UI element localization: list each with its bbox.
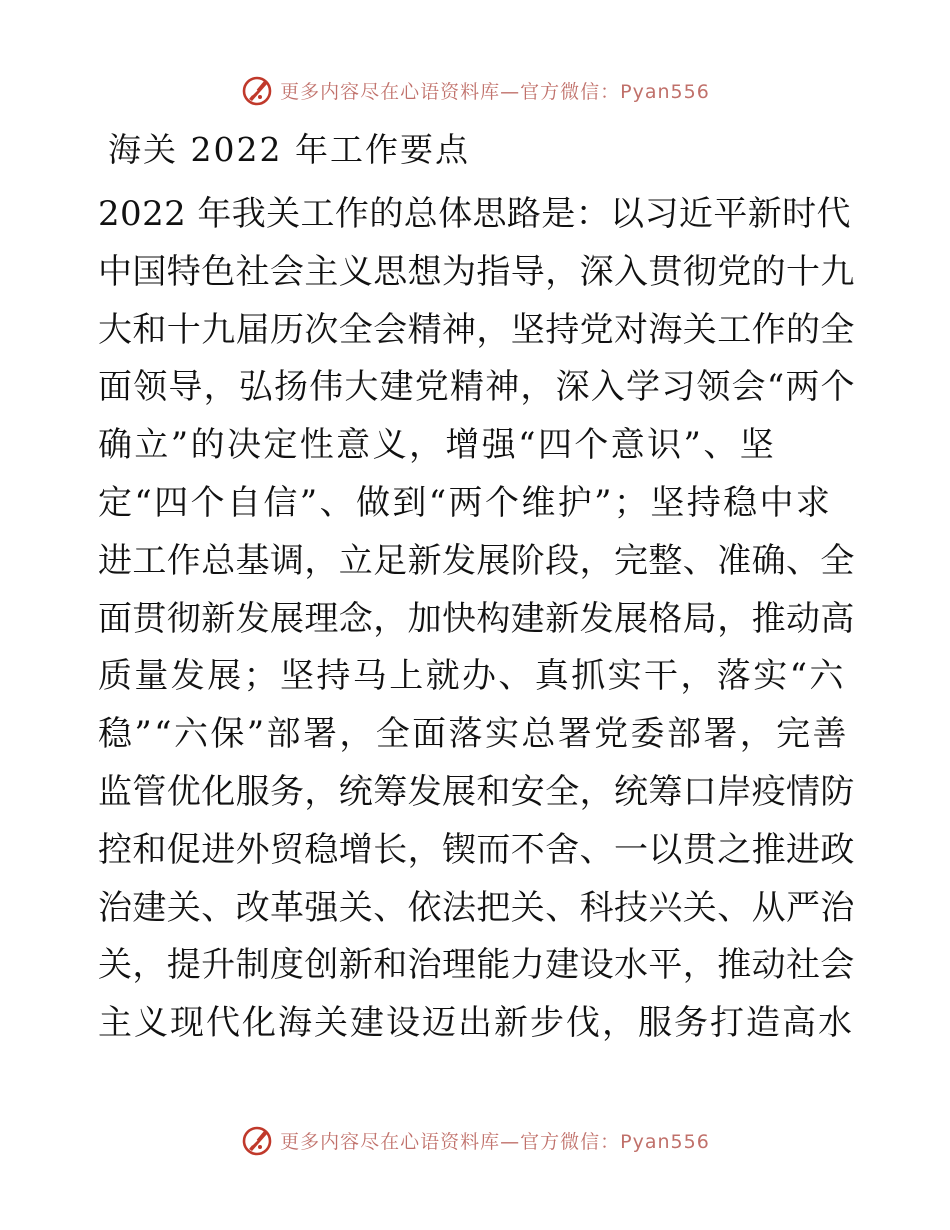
watermark-text: 更多内容尽在心语资料库—官方微信：Pyan556 bbox=[280, 80, 710, 103]
body-line: 控和促进外贸稳增长，锲而不舍、一以贯之推进政 bbox=[98, 829, 855, 870]
quill-seal-icon bbox=[240, 73, 274, 107]
body-line: 中国特色社会主义思想为指导，深入贯彻党的十九 bbox=[98, 251, 855, 292]
body-line: 稳”“六保”部署，全面落实总署党委部署，完善 bbox=[98, 714, 849, 755]
body-line: 2022 年我关工作的总体思路是：以习近平新时代 bbox=[98, 194, 851, 234]
body-line: 治建关、改革强关、依法把关、科技兴关、从严治 bbox=[98, 887, 855, 928]
body-line: 面领导，弘扬伟大建党精神，深入学习领会“两个 bbox=[98, 367, 856, 408]
body-line: 关，提升制度创新和治理能力建设水平，推动社会 bbox=[98, 945, 855, 986]
body-line: 大和十九届历次全会精神，坚持党对海关工作的全 bbox=[98, 309, 855, 350]
body-line: 监管优化服务，统筹发展和安全，统筹口岸疫情防 bbox=[98, 771, 855, 812]
body-line: 主义现代化海关建设迈出新步伐，服务打造高水 bbox=[98, 1003, 854, 1044]
quill-seal-icon bbox=[240, 1123, 274, 1157]
watermark-text: 更多内容尽在心语资料库—官方微信：Pyan556 bbox=[280, 1130, 710, 1153]
body-line: 质量发展；坚持马上就办、真抓实干，落实“六 bbox=[98, 656, 846, 697]
document-title: 海关 2022 年工作要点 bbox=[108, 130, 470, 169]
watermark-footer bbox=[0, 1120, 950, 1160]
watermark-header bbox=[0, 70, 950, 110]
body-line: 定“四个自信”、做到“两个维护”；坚持稳中求 bbox=[98, 482, 833, 523]
body-line: 确立”的决定性意义，增强“四个意识”、坚 bbox=[98, 425, 777, 466]
body-line: 面贯彻新发展理念，加快构建新发展格局，推动高 bbox=[98, 598, 855, 639]
body-line: 进工作总基调，立足新发展阶段，完整、准确、全 bbox=[98, 540, 855, 581]
document-body bbox=[98, 186, 858, 1053]
